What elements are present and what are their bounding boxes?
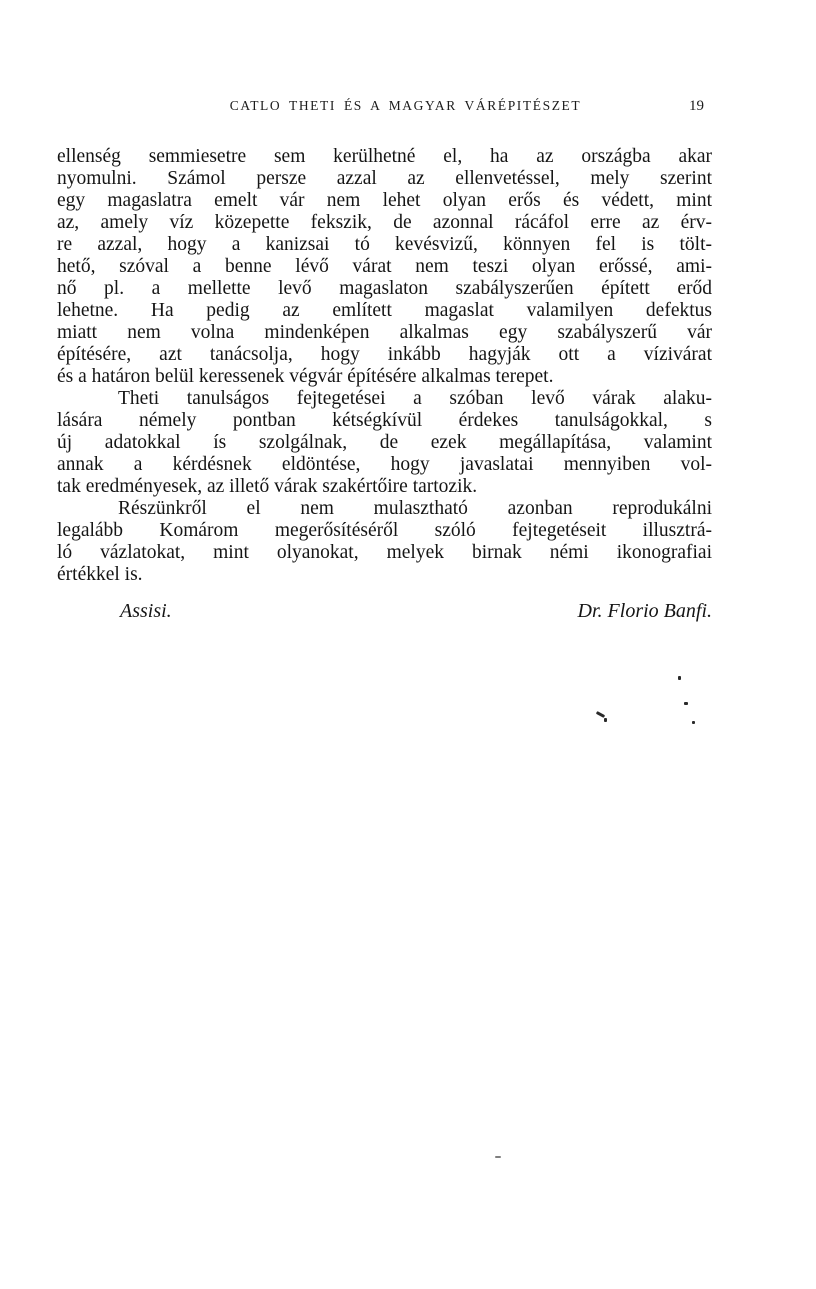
scan-artifact — [604, 718, 607, 722]
text-line: nő pl. a mellette levő magaslaton szabályszerűen épített erőd — [57, 278, 712, 299]
text-line: Theti tanulságos fejtegetései a szóban levő várak alaku- — [118, 388, 712, 409]
text-line: értékkel is. — [57, 564, 143, 585]
signature-author: Dr. Florio Banfi. — [577, 600, 712, 622]
text-line: miatt nem volna mindenképen alkalmas egy szabályszerű vár — [57, 322, 712, 343]
signature-place: Assisi. — [120, 600, 172, 622]
text-line: ellenség semmiesetre sem kerülhetné el, ha az országba akar — [57, 146, 712, 167]
running-head-title: CATLO THETI ÉS A MAGYAR VÁRÉPITÉSZET — [229, 98, 582, 113]
page-header — [57, 98, 712, 120]
text-line: lására némely pontban kétségkívül érdekes tanulságokkal, s — [57, 410, 712, 431]
scan-artifact — [684, 702, 688, 705]
scan-artifact — [678, 676, 681, 680]
text-line: építésére, azt tanácsolja, hogy inkább hagyják ott a vízivárat — [57, 344, 712, 365]
text-line: legalább Komárom megerősítéséről szóló fejtegetéseit illusztrá- — [57, 520, 712, 541]
text-line: és a határon belül keressenek végvár építésére alkalmas terepet. — [57, 366, 554, 387]
text-line: annak a kérdésnek eldöntése, hogy javaslatai mennyiben vol- — [57, 454, 712, 475]
paragraph — [57, 146, 712, 388]
text-line: az, amely víz közepette fekszik, de azonnal rácáfol erre az érv- — [57, 212, 712, 233]
text-line: ló vázlatokat, mint olyanokat, melyek birnak némi ikonografiai — [57, 542, 712, 563]
text-line: lehetne. Ha pedig az említett magaslat valamilyen defektus — [57, 300, 712, 321]
text-line: tak eredményesek, az illető várak szakértőire tartozik. — [57, 476, 478, 497]
text-line: nyomulni. Számol persze azzal az ellenvetéssel, mely szerint — [57, 168, 712, 189]
text-line: hető, szóval a benne lévő várat nem teszi olyan erőssé, ami- — [57, 256, 712, 277]
body-text-block — [57, 146, 712, 623]
scan-artifact — [692, 721, 695, 724]
paragraph — [57, 498, 712, 586]
text-line: re azzal, hogy a kanizsai tó kevésvizű, könnyen fel is tölt- — [57, 234, 712, 255]
text-line: új adatokkal ís szolgálnak, de ezek megállapítása, valamint — [57, 432, 712, 453]
signature-row — [57, 599, 712, 623]
scan-artifact — [596, 711, 605, 718]
text-line: egy magaslatra emelt vár nem lehet olyan erős és védett, mint — [57, 190, 712, 211]
text-line: Részünkről el nem mulasztható azonban reprodukálni — [118, 498, 712, 519]
scan-artifact — [495, 1156, 501, 1158]
page-number: 19 — [689, 98, 704, 114]
paragraph — [57, 388, 712, 498]
